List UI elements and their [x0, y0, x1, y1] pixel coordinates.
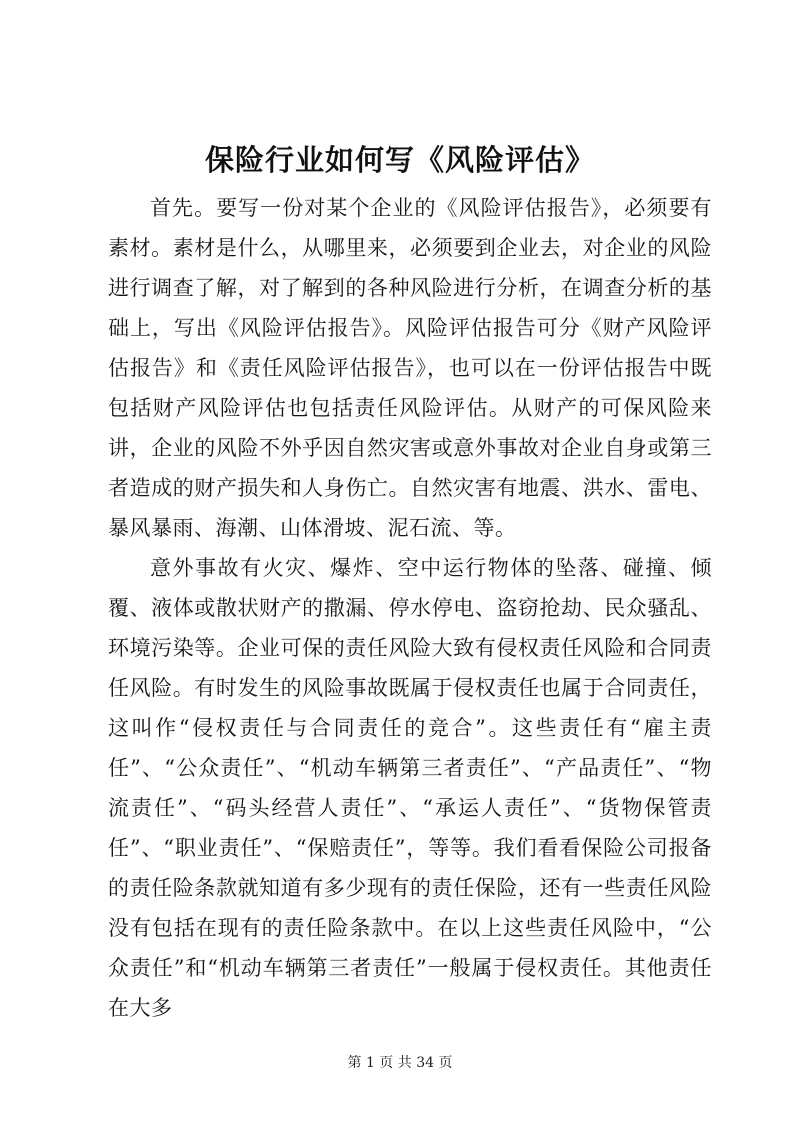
page-number-footer: 第 1 页 共 34 页: [347, 1055, 453, 1071]
document-body: [108, 188, 712, 1028]
paragraph-1: 首先。要写一份对某个企业的《风险评估报告》，必须要有素材。素材是什么，从哪里来，必须要到企业去，对企业的风险进行调查了解，对了解到的各种风险进行分析，在调查分析的基础上，写出《风险评估报告》。风险评估报告可分《财产风险评估报告》和《责任风险评估报告》，也可以在一份评估报告中既包括财产风险评估也包括责任风险评估。从财产的可保风险来讲，企业的风险不外乎因自然灾害或意外事故对企业自身或第三者造成的财产损失和人身伤亡。自然灾害有地震、洪水、雷电、暴风暴雨、海潮、山体滑坡、泥石流、等。: [108, 196, 712, 540]
document-title: 保险行业如何写《风险评估》: [204, 143, 595, 177]
paragraph-2: 意外事故有火灾、爆炸、空中运行物体的坠落、碰撞、倾覆、液体或散状财产的撒漏、停水停电、盗窃抢劫、民众骚乱、环境污染等。企业可保的责任风险大致有侵权责任风险和合同责任风险。有时发生的风险事故既属于侵权责任也属于合同责任，这叫作“侵权责任与合同责任的竞合”。这些责任有“雇主责任”、“公众责任”、“机动车辆第三者责任”、“产品责任”、“物流责任”、“码头经营人责任”、“承运人责任”、“货物保管责任”、“职业责任”、“保赔责任”，等等。我们看看保险公司报备的责任险条款就知道有多少现有的责任保险，还有一些责任风险没有包括在现有的责任险条款中。在以上这些责任风险中，“公众责任”和“机动车辆第三者责任”一般属于侵权责任。其他责任在大多: [108, 556, 712, 1020]
